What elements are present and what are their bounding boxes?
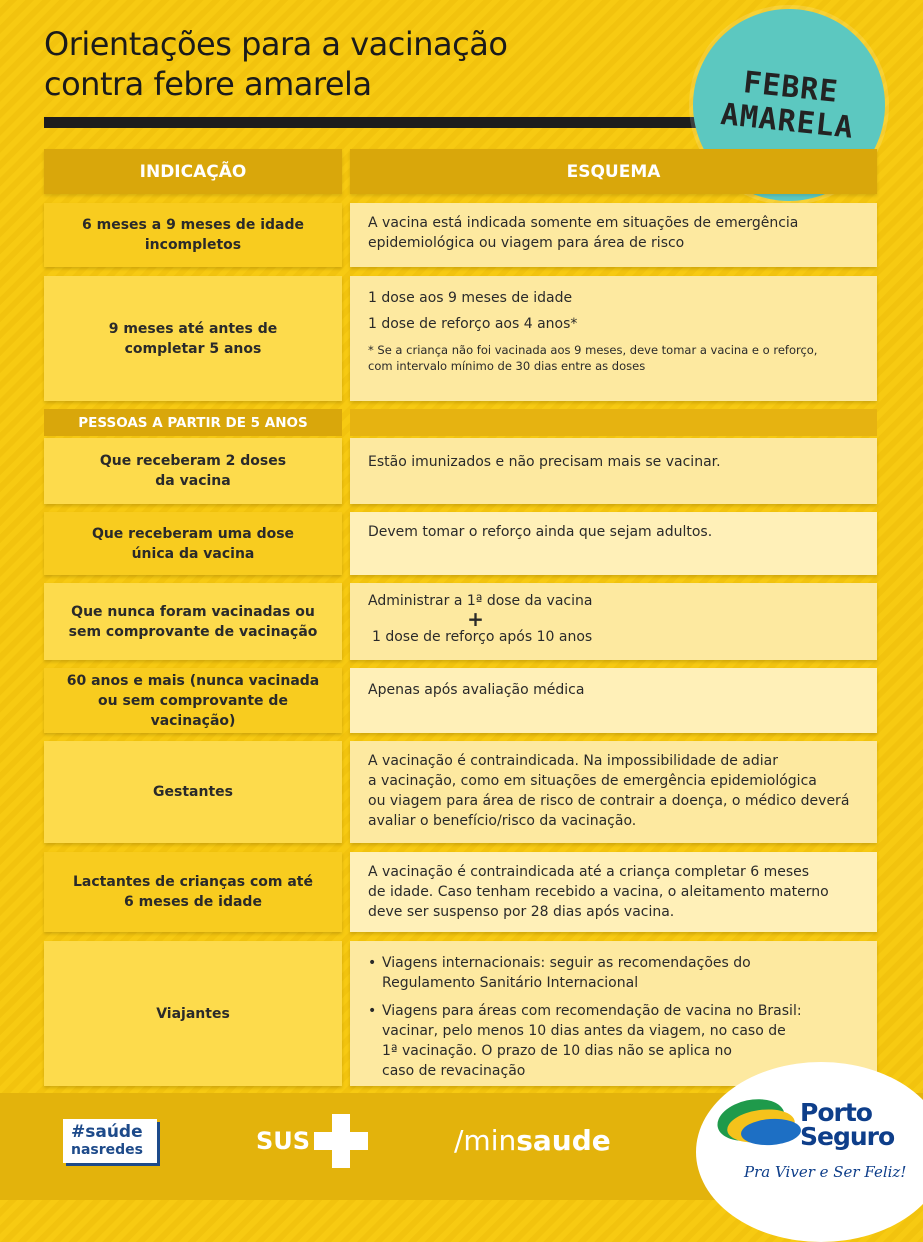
scheme-cell xyxy=(350,512,877,575)
column-header-indicacao: INDICAÇÃO xyxy=(44,149,342,194)
cross-icon xyxy=(314,1114,368,1168)
brand-tagline: Pra Viver e Ser Feliz! xyxy=(744,1163,907,1181)
indication-cell xyxy=(44,512,342,575)
indication-cell xyxy=(44,438,342,504)
title-line-2: contra febre amarela xyxy=(44,65,372,103)
scheme-cell xyxy=(350,583,877,660)
indication-cell xyxy=(44,741,342,843)
indication-text: Gestantes xyxy=(153,784,233,800)
scheme-cell xyxy=(350,741,877,843)
scheme-cell xyxy=(350,438,877,504)
bullet-item: • Viagens para áreas com recomendação de vacina no Brasil: vacinar, pelo menos 10 dias antes da viagem, no caso de 1ª vacinação. O prazo de 10 dias não se aplica no caso de revacinação xyxy=(368,1001,867,1081)
scheme-text: Apenas após avaliação médica xyxy=(368,682,585,698)
scheme-text: Estão imunizados e não precisam mais se vacinar. xyxy=(368,454,721,470)
scheme-line-2: 1 dose de reforço após 10 anos xyxy=(372,629,593,645)
badge-line-1: FEBRE xyxy=(741,65,841,110)
title-line-1: Orientações para a vacinação xyxy=(44,25,508,63)
indication-text: 9 meses até antes de completar 5 anos xyxy=(108,320,278,357)
scheme-line-1: Administrar a 1ª dose da vacina xyxy=(368,593,593,609)
scheme-line-2: 1 dose de reforço aos 4 anos* xyxy=(368,316,578,332)
saude-logo-line-2: nasredes xyxy=(71,1142,143,1158)
section-header: PESSOAS A PARTIR DE 5 ANOS xyxy=(44,409,342,436)
scheme-line-1: 1 dose aos 9 meses de idade xyxy=(368,290,573,306)
indication-cell xyxy=(44,668,342,733)
plus-sign: + xyxy=(467,607,484,631)
section-header-spacer xyxy=(350,409,877,436)
porto-seguro-logo-background xyxy=(696,1062,923,1242)
bullet-item: • Viagens internacionais: seguir as recomendações do Regulamento Sanitário Internacional xyxy=(368,953,867,993)
scheme-cell xyxy=(350,852,877,932)
scheme-cell xyxy=(350,668,877,733)
bullet-list xyxy=(368,953,867,1081)
indication-cell xyxy=(44,583,342,660)
indication-text: 60 anos e mais (nunca vacinada ou sem comprovante de vacinação) xyxy=(66,672,320,729)
minsaude-prefix: /min xyxy=(454,1124,517,1157)
scheme-text: A vacinação é contraindicada. Na impossibilidade de adiar a vacinação, como em situações de emergência epidemiológica ou viagem para área de risco de contrair a doença, o médico deverá avaliar o benefício/risco da vacinação. xyxy=(368,753,850,829)
indication-text: Viajantes xyxy=(156,1005,230,1022)
indication-cell xyxy=(44,203,342,267)
saude-logo-line-1: #saúde xyxy=(71,1122,143,1142)
minsaude-handle xyxy=(454,1124,611,1157)
scheme-text: A vacina está indicada somente em situações de emergência epidemiológica ou viagem para área de risco xyxy=(368,215,799,251)
scheme-cell xyxy=(350,276,877,401)
indication-cell xyxy=(44,852,342,932)
indication-text: Lactantes de crianças com até 6 meses de idade xyxy=(73,874,313,910)
sus-logo xyxy=(256,1114,368,1168)
scheme-text: Devem tomar o reforço ainda que sejam adultos. xyxy=(368,524,713,540)
indication-cell xyxy=(44,941,342,1086)
porto-seguro-logo-icon xyxy=(713,1092,805,1152)
sus-logo-text: SUS xyxy=(256,1127,311,1155)
indication-cell xyxy=(44,276,342,401)
title-underline xyxy=(44,117,724,128)
badge-line-2: AMARELA xyxy=(719,97,856,146)
porto-seguro-wordmark xyxy=(800,1098,895,1151)
column-header-esquema: ESQUEMA xyxy=(350,149,877,194)
indication-text: Que nunca foram vacinadas ou sem comprovante de vacinação xyxy=(68,603,318,640)
scheme-cell xyxy=(350,203,877,267)
brand-line-1: Porto xyxy=(800,1098,872,1127)
brand-line-2: Seguro xyxy=(800,1122,895,1151)
scheme-text: A vacinação é contraindicada até a criança completar 6 meses de idade. Caso tenham recebido a vacina, o aleitamento materno deve ser suspenso por 28 dias após vacina. xyxy=(368,864,829,920)
page-title xyxy=(44,24,507,104)
minsaude-bold: saude xyxy=(516,1124,611,1157)
indication-text: Que receberam 2 doses da vacina xyxy=(99,453,287,489)
indication-text: Que receberam uma dose única da vacina xyxy=(91,525,295,562)
saude-nas-redes-logo xyxy=(63,1119,157,1163)
footnote: * Se a criança não foi vacinada aos 9 meses, deve tomar a vacina e o reforço, com intervalo mínimo de 30 dias entre as doses xyxy=(368,343,818,373)
indication-text: 6 meses a 9 meses de idade incompletos xyxy=(82,217,304,253)
